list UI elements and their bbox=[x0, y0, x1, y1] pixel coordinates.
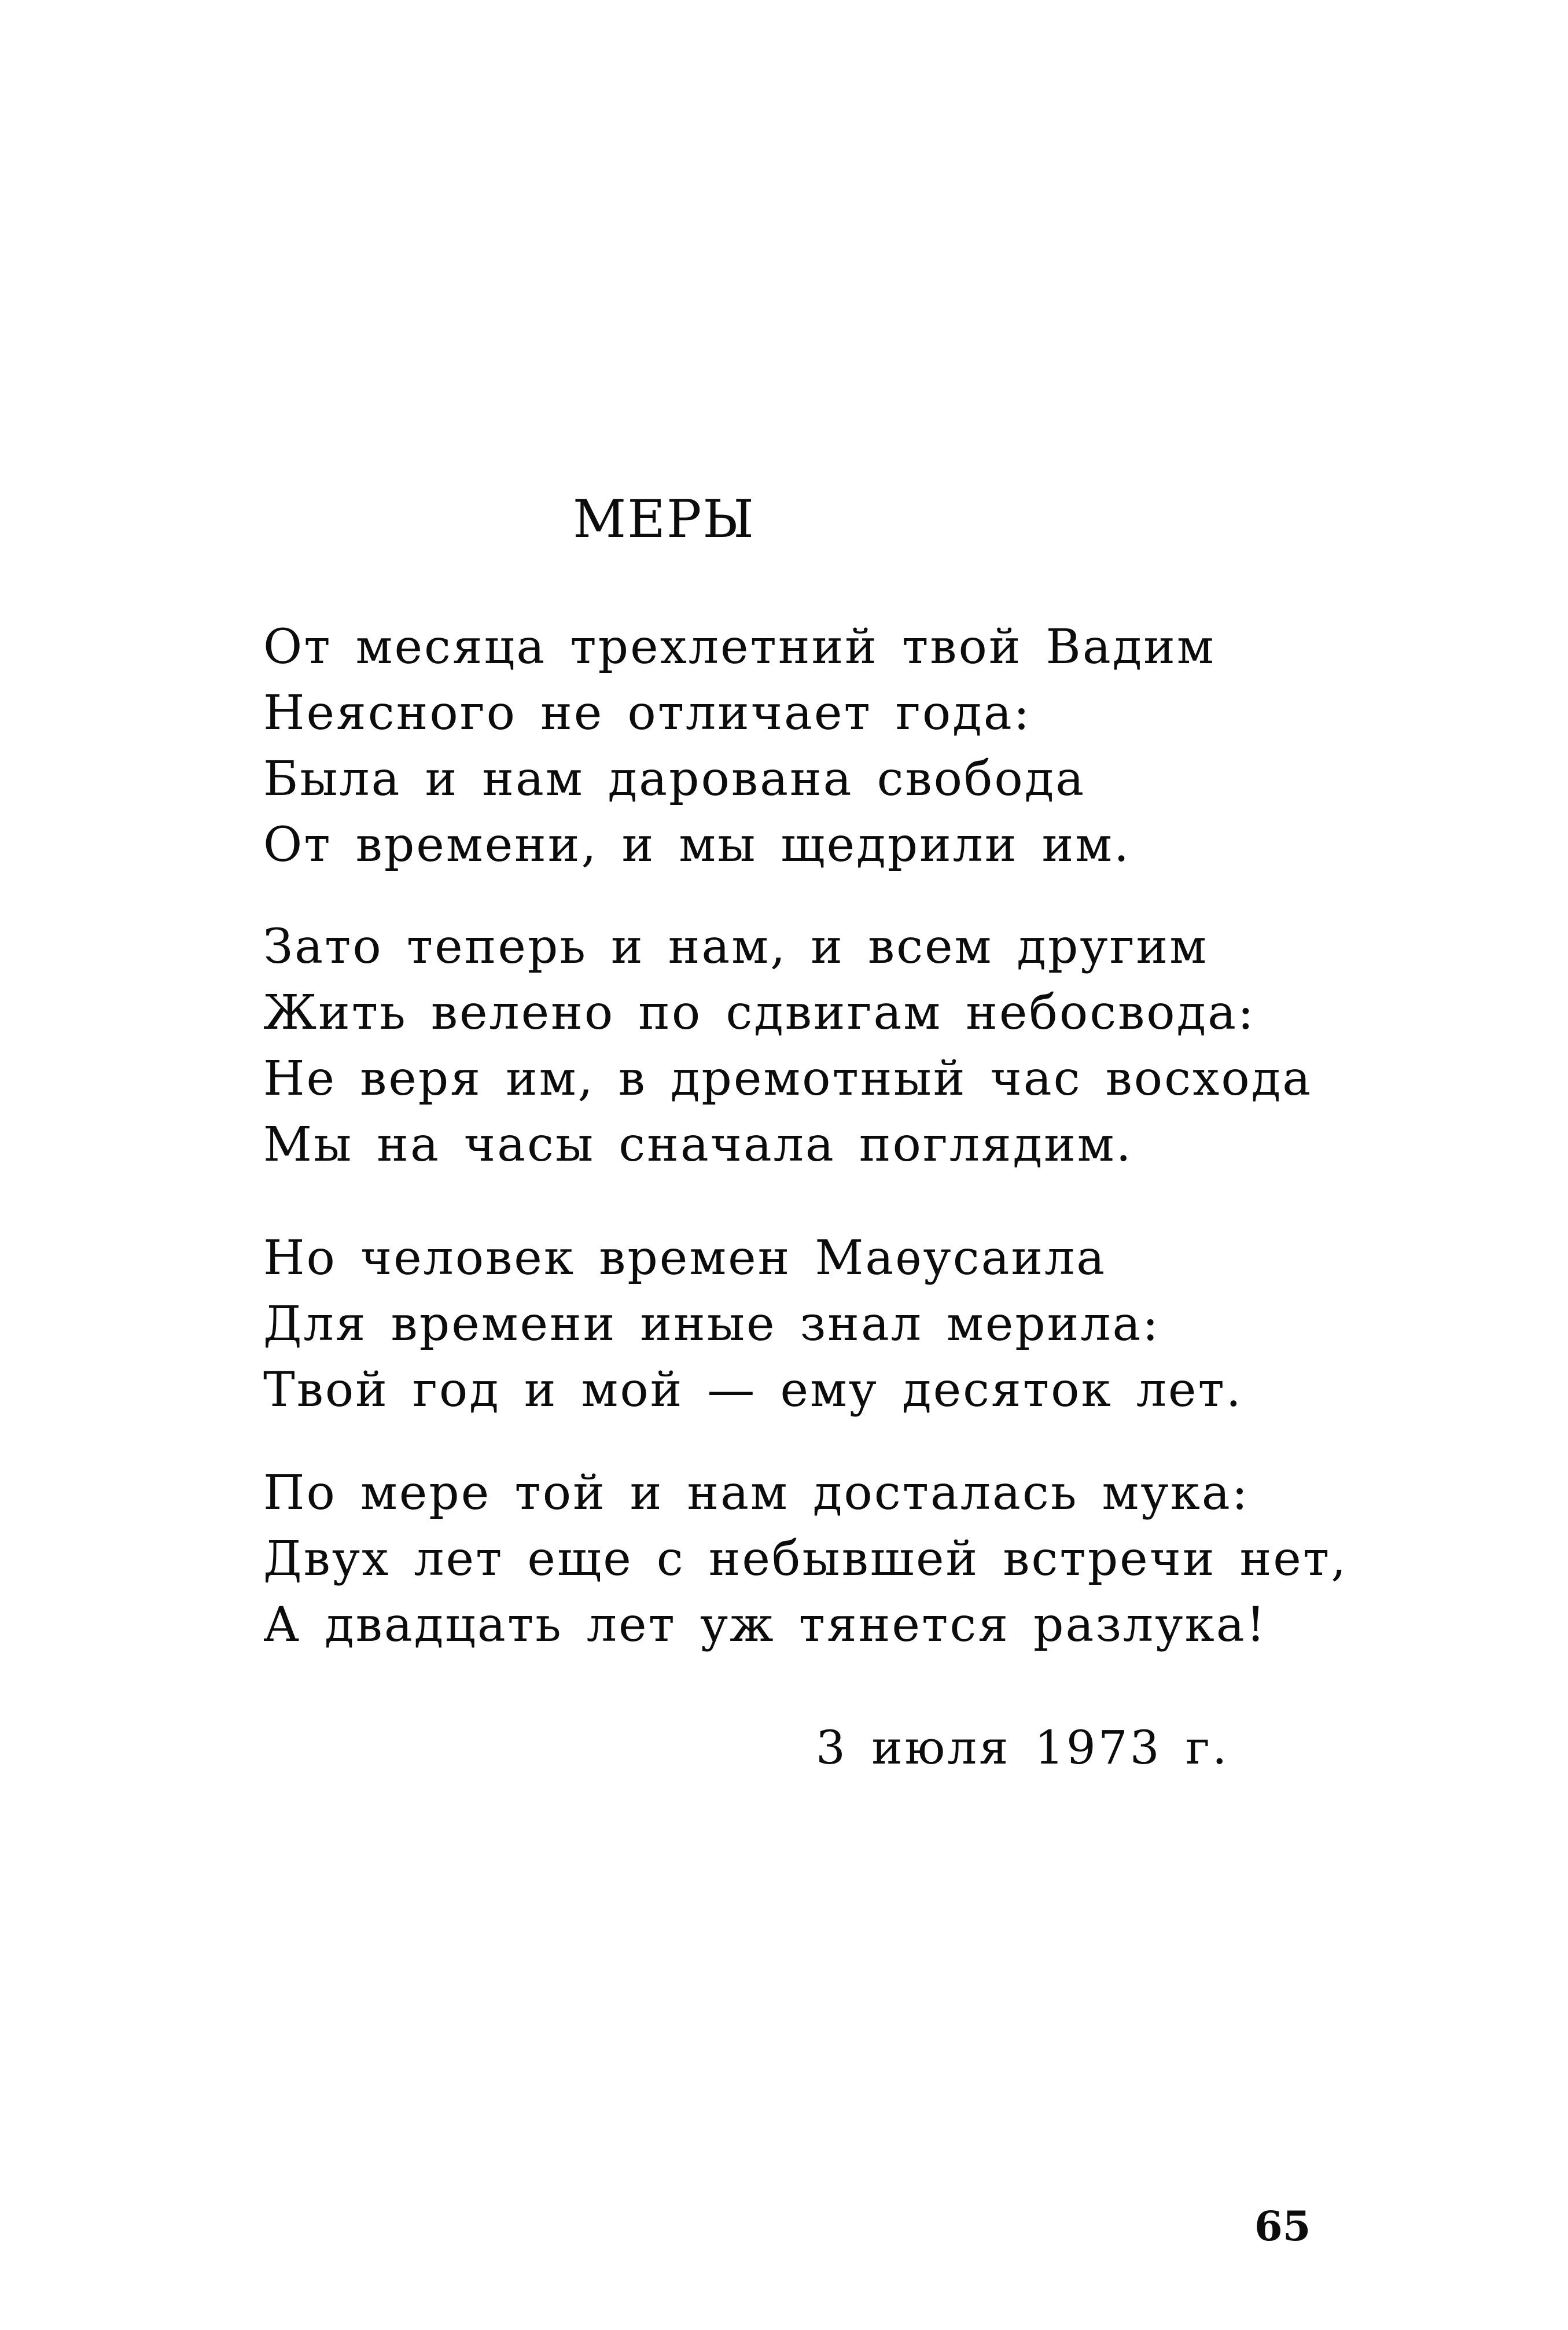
stanza-1 bbox=[263, 614, 1247, 878]
poem-line: По мере той и нам досталась мука: bbox=[263, 1466, 1250, 1521]
stanza-4 bbox=[263, 1460, 1348, 1658]
poem-line: Двух лет еще с небывшей встречи нет, bbox=[263, 1532, 1348, 1587]
poem-line: Жить велено по сдвигам небосвода: bbox=[263, 985, 1256, 1040]
poem-line: От месяца трехлетний твой Вадим bbox=[263, 620, 1216, 675]
poem-line: Твой год и мой — ему десяток лет. bbox=[263, 1363, 1243, 1418]
poem-line: Для времени иные знал мерила: bbox=[263, 1297, 1161, 1352]
poem-line: Неясного не отличает года: bbox=[263, 686, 1032, 741]
poem-line: От времени, и мы щедрили им. bbox=[263, 818, 1131, 873]
poem-date: 3 июля 1973 г. bbox=[816, 1721, 1230, 1775]
stanza-2 bbox=[263, 914, 1313, 1178]
poem-line: Не веря им, в дремотный час восхода bbox=[263, 1051, 1313, 1106]
page-number: 65 bbox=[1254, 2202, 1311, 2250]
poem-line: Зато теперь и нам, и всем другим bbox=[263, 919, 1209, 974]
stanza-3 bbox=[263, 1225, 1247, 1423]
poem-line: Но человек времен Маѳусаила bbox=[263, 1231, 1107, 1286]
poem-title: МЕРЫ bbox=[573, 489, 755, 550]
poem-line: Мы на часы сначала поглядим. bbox=[263, 1117, 1133, 1172]
poem-line: А двадцать лет уж тянется разлука! bbox=[263, 1597, 1267, 1652]
poem-line: Была и нам дарована свобода bbox=[263, 752, 1086, 807]
